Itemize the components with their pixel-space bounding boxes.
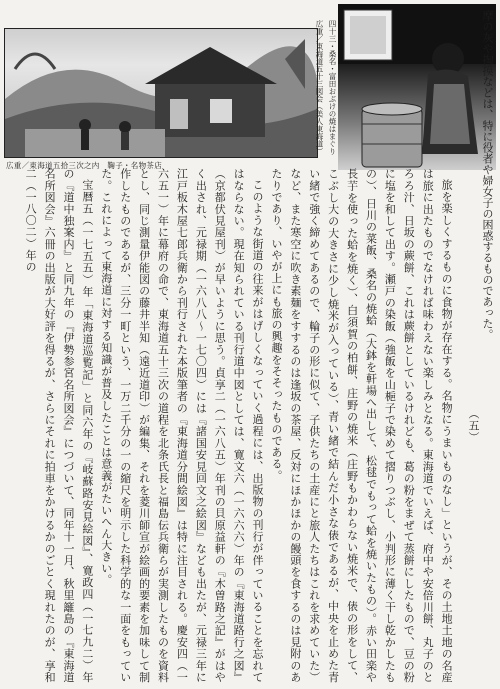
body-text — [20, 168, 490, 683]
illustration-area — [0, 0, 500, 172]
section-heading: （五） — [467, 408, 480, 443]
paragraph-3: 宝暦五（一七五五）年「東海道巡覧記」と同六年の『岐蘇路安見絵図』、寛政四（一七九二）年の『道中独案内』と同九年の『伊勢参宮名所図会』につづいて、同年十一月、秋里籬島の『東海道名所図会』六冊の出版が大好評を得るが、さらにそれに拍車をかけるかのごとく現れたのが、享和二（一八〇二）年の — [24, 168, 94, 683]
mariko-teahouse-scene — [5, 29, 317, 157]
caption-left: 広重／東海道五拾三次之内 鞠子・名物茶店 — [6, 161, 162, 170]
woodblock-print-mariko — [4, 28, 318, 158]
kuwana-beauty-scene — [338, 4, 496, 170]
caption-right-1: 広重／東海道五十三図会（美人東海道） — [315, 20, 324, 155]
woodblock-print-kuwana — [338, 4, 496, 170]
caption-right-2: 四十三・桑名・富田おぶけの焼はまぐり — [328, 20, 337, 155]
paragraph-1: 旅を楽しくするものに食物が存在する。名物にうまいものなし」というが、その土地土地の名産は旅に出たものでなければ味わえない楽しみとなる。東海道でいえば、府中や安倍川餅、丸子のとろろ汁、日坂の蕨餅、これは蕨餅としているけれども、葛の粉をまぜて蒸餅にしたもので、豆の粉に塩を和して出す。瀬戸の染飯（強飯を山梔子で染めて摺りつぶし、小判形に薄く干し乾かしたもの）、日川の菜飯、桑名の焼蛤（大鉢を軒場へ出して、松毬でもって蛤を焼いたもの）。赤い田楽や長芋を使った蛤を焼く）、白須賀の柏餅、庄野の焼米（庄野もかわらない焼米で、俵の形をして、こぶし大の大きさに少し焼米が入っている）、青い緒で結んだ小さな俵であるが、中央を止めた青い緒で強く締めてあるので、輪子の形に似て、子供たちの土産にと旅人たちはこれを求めていた）など、また寒空に吹き素麺をすするのは逢坂の茶屋、反対にほかほかの饅頭を食するのは見附のあたりであり、いやが上にも旅の興趣をそそったものである。 — [269, 168, 454, 683]
paragraph-2: このような街道の往来がはげしくなっていく過程には、出版物の刊行が伴っていることを忘れてはならない。現在知られている刊行道中図としては、寛文六（一六六六）年の『東海道路行之図』（京都伏見屋刊）が早いように思う。貞享二（一六八五）年刊の貝原益軒の『木曽路之記』がはやく出され、元禄期（一六八八～一七〇四）には『諸国安見回文之絵図』なども出たが、元禄三年に江戸板木屋七郎兵衛から刊行された本版筆者の『東海道分間絵図』は特に注目される。慶安四（一六五一）年に幕府の命で、東海道五十三次の道程を北条氏長と福島伝兵衛らが実測したものを資料とし、同じ測量伊能図の藤井半知（遠近道印）が編集、それを菱川師宣が絵画的要素を加味して制作したものであるが、三分一町という、一万二千分の一の縮尺を明示した科学的な一面をもっていた。これによって東海道に対する知識が普及したことは意義がたいへん大きい。 — [99, 168, 265, 683]
continued-line: 摩の灰や掏摸などは、特に役者や婦女子の困惑するものであった。 — [481, 10, 494, 340]
